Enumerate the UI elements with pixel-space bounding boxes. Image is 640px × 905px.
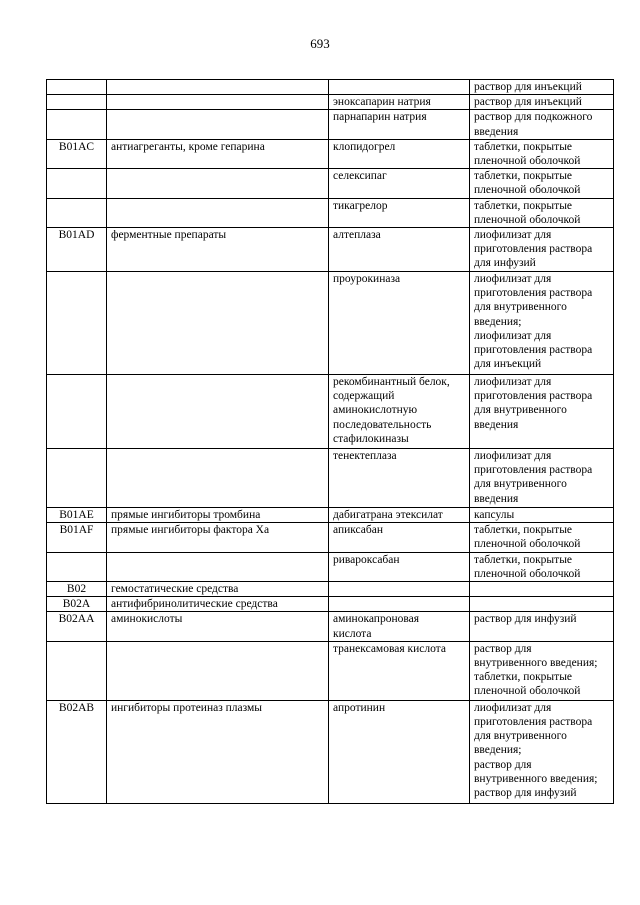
cell-line: лиофилизат для [474, 701, 552, 714]
cell-line: введения; [474, 744, 522, 757]
atc-code-cell [47, 80, 107, 95]
drug-name-cell: тенектеплаза [329, 449, 470, 508]
dosage-form-cell [470, 272, 614, 375]
drug-name-cell [329, 582, 470, 597]
table-row [47, 272, 614, 375]
cell-line: таблетки, покрытые [474, 671, 573, 684]
drug-name-cell: проурокиназа [329, 272, 470, 375]
cell-line: лиофилизат для [474, 376, 552, 389]
group-name-cell [107, 449, 329, 508]
table-row [47, 228, 614, 272]
dosage-form-cell [470, 198, 614, 227]
atc-code-cell [47, 449, 107, 508]
dosage-form-cell [470, 110, 614, 139]
cell-line: для внутривенного [474, 404, 567, 417]
atc-code-cell: B02 [47, 582, 107, 597]
group-name-cell [107, 272, 329, 375]
cell-line: приготовления раствора [474, 243, 593, 256]
atc-code-cell: B01AF [47, 523, 107, 552]
group-name-cell: прямые ингибиторы тромбина [107, 508, 329, 523]
dosage-form-cell [470, 508, 614, 523]
cell-line: введения [474, 418, 519, 431]
table-row [47, 700, 614, 803]
cell-line: раствор для инъекций [474, 81, 582, 93]
cell-line: для внутривенного [474, 730, 567, 743]
page-number: 693 [310, 36, 330, 51]
cell-line: рекомбинантный белок, [333, 376, 450, 389]
drug-name-cell [329, 597, 470, 612]
atc-code-cell: B01AD [47, 228, 107, 272]
drug-name-cell: дабигатрана этексилат [329, 508, 470, 523]
drug-classification-table [46, 79, 614, 804]
drug-name-cell: апротинин [329, 700, 470, 803]
group-name-cell: аминокислоты [107, 612, 329, 641]
group-name-cell: прямые ингибиторы фактора Xa [107, 523, 329, 552]
drug-name-cell: апиксабан [329, 523, 470, 552]
dosage-form-cell [470, 449, 614, 508]
cell-line: раствор для инфузий [474, 613, 577, 626]
cell-line: внутривенного введения; [474, 772, 598, 785]
group-name-cell [107, 375, 329, 449]
atc-code-cell [47, 110, 107, 139]
table-row [47, 523, 614, 552]
table-row [47, 597, 614, 612]
cell-line: лиофилизат для [474, 329, 552, 342]
table-row [47, 508, 614, 523]
dosage-form-cell [470, 139, 614, 168]
cell-line: кислота [333, 627, 372, 640]
cell-line: введения [474, 492, 519, 505]
table-row [47, 612, 614, 641]
cell-line: раствор для подкожного [474, 111, 593, 124]
group-name-cell [107, 552, 329, 581]
dosage-form-cell [470, 80, 614, 95]
dosage-form-cell [470, 375, 614, 449]
cell-line: таблетки, покрытые [474, 199, 573, 212]
drug-name-cell [329, 375, 470, 449]
drug-name-cell [329, 80, 470, 95]
cell-line: пленочной оболочкой [474, 213, 581, 226]
drug-name-cell: эноксапарин натрия [329, 95, 470, 110]
group-name-cell [107, 95, 329, 110]
cell-line: аминокислотную [333, 404, 418, 417]
table-row [47, 110, 614, 139]
cell-line: содержащий [333, 390, 395, 403]
atc-code-cell: B01AE [47, 508, 107, 523]
cell-line: последовательность [333, 418, 432, 431]
cell-line: лиофилизат для [474, 450, 552, 463]
atc-code-cell [47, 169, 107, 198]
dosage-form-cell [470, 95, 614, 110]
table-row [47, 582, 614, 597]
drug-name-cell [329, 612, 470, 641]
cell-line: аминокапроновая [333, 613, 420, 626]
table-row [47, 449, 614, 508]
table-row [47, 552, 614, 581]
dosage-form-cell [470, 597, 614, 612]
cell-line: приготовления раствора [474, 287, 593, 300]
cell-line: раствор для [474, 758, 532, 771]
cell-line: пленочной оболочкой [474, 685, 581, 698]
drug-name-cell: ривароксабан [329, 552, 470, 581]
group-name-cell [107, 641, 329, 700]
cell-line: таблетки, покрытые [474, 524, 573, 537]
cell-line: приготовления раствора [474, 390, 593, 403]
group-name-cell [107, 80, 329, 95]
cell-line: раствор для инъекций [474, 96, 582, 109]
cell-line: приготовления раствора [474, 344, 593, 357]
dosage-form-cell [470, 700, 614, 803]
table-row [47, 169, 614, 198]
group-name-cell: антифибринолитические средства [107, 597, 329, 612]
drug-name-cell: парнапарин натрия [329, 110, 470, 139]
cell-line: внутривенного введения; [474, 657, 598, 670]
dosage-form-cell [470, 552, 614, 581]
cell-line: пленочной оболочкой [474, 184, 581, 197]
table-row [47, 95, 614, 110]
drug-name-cell: транексамовая кислота [329, 641, 470, 700]
atc-code-cell [47, 272, 107, 375]
table-row [47, 198, 614, 227]
cell-line: пленочной оболочкой [474, 567, 581, 580]
cell-line: раствор для инфузий [474, 787, 577, 800]
drug-name-cell: селексипаг [329, 169, 470, 198]
group-name-cell [107, 110, 329, 139]
drug-name-cell: тикагрелор [329, 198, 470, 227]
cell-line: для внутривенного [474, 301, 567, 314]
table-row [47, 80, 614, 95]
cell-line: для внутривенного [474, 478, 567, 491]
atc-code-cell: B02AA [47, 612, 107, 641]
atc-code-cell [47, 552, 107, 581]
cell-line: приготовления раствора [474, 716, 593, 729]
dosage-form-cell [470, 523, 614, 552]
atc-code-cell: B02A [47, 597, 107, 612]
cell-line: капсулы [474, 509, 515, 522]
atc-code-cell: B01AC [47, 139, 107, 168]
group-name-cell: гемостатические средства [107, 582, 329, 597]
table-row [47, 641, 614, 700]
atc-code-cell [47, 95, 107, 110]
drug-name-cell: клопидогрел [329, 139, 470, 168]
group-name-cell: антиагреганты, кроме гепарина [107, 139, 329, 168]
group-name-cell [107, 169, 329, 198]
cell-line: лиофилизат для [474, 229, 552, 242]
cell-line: для инфузий [474, 257, 536, 270]
table-row [47, 139, 614, 168]
cell-line: для инъекций [474, 358, 542, 371]
dosage-form-cell [470, 228, 614, 272]
dosage-form-cell [470, 169, 614, 198]
dosage-form-cell [470, 641, 614, 700]
cell-line: таблетки, покрытые [474, 553, 573, 566]
cell-line: приготовления раствора [474, 464, 593, 477]
cell-line: таблетки, покрытые [474, 140, 573, 153]
dosage-form-cell [470, 582, 614, 597]
group-name-cell [107, 198, 329, 227]
group-name-cell: ингибиторы протеиназ плазмы [107, 700, 329, 803]
group-name-cell: ферментные препараты [107, 228, 329, 272]
cell-line: раствор для [474, 642, 532, 655]
atc-code-cell [47, 198, 107, 227]
cell-line: пленочной оболочкой [474, 538, 581, 551]
atc-code-cell: B02AB [47, 700, 107, 803]
atc-code-cell [47, 375, 107, 449]
table-row [47, 375, 614, 449]
cell-line: введения; [474, 315, 522, 328]
atc-code-cell [47, 641, 107, 700]
cell-line: пленочной оболочкой [474, 155, 581, 168]
drug-name-cell: алтеплаза [329, 228, 470, 272]
cell-line: таблетки, покрытые [474, 170, 573, 183]
cell-line: введения [474, 125, 519, 138]
cell-line: стафилокиназы [333, 432, 409, 445]
cell-line: лиофилизат для [474, 273, 552, 286]
dosage-form-cell [470, 612, 614, 641]
